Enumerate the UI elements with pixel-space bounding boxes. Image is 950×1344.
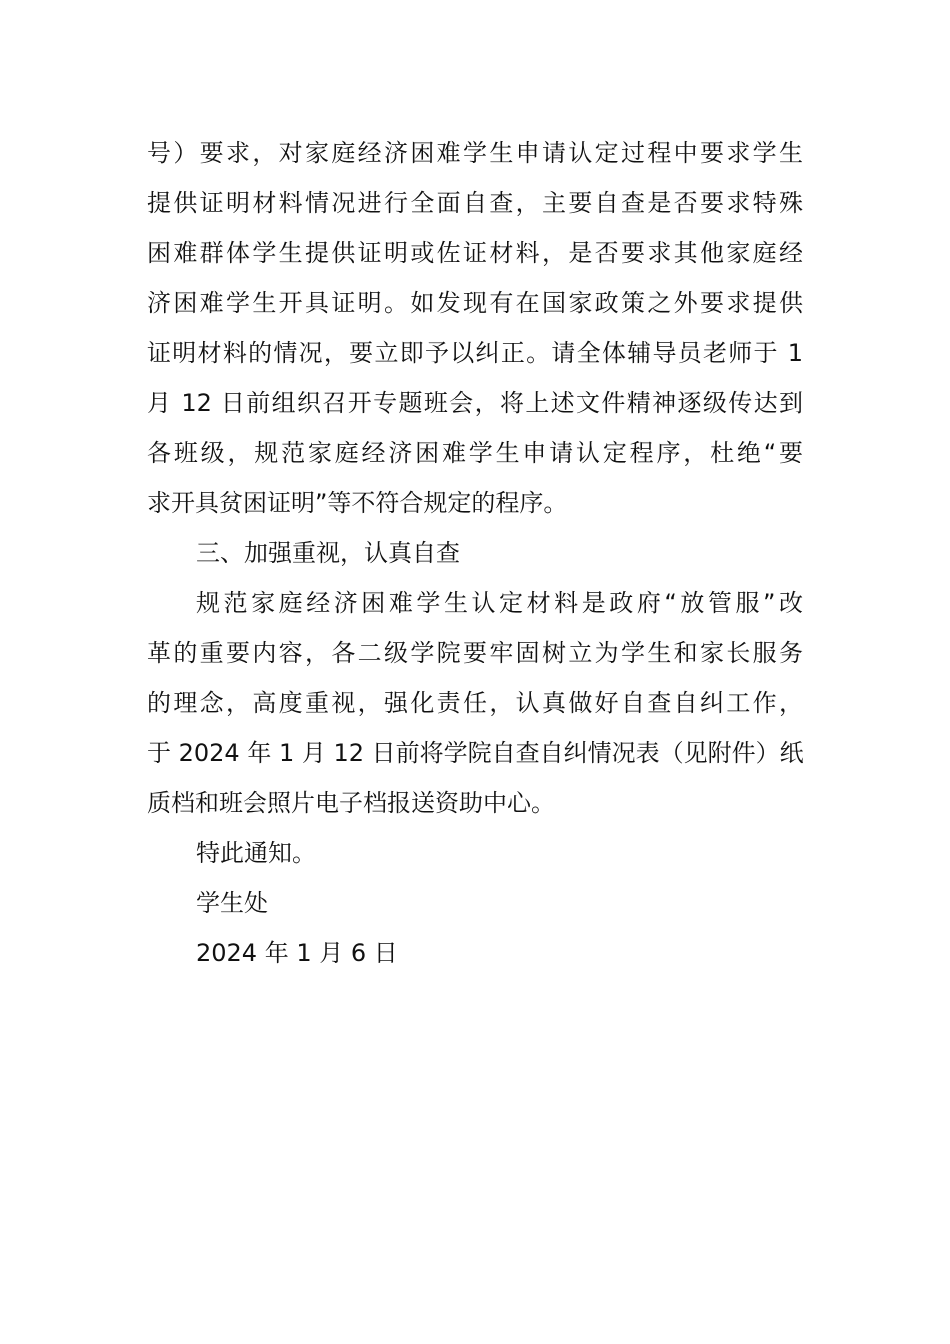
paragraph-line: 各班级，规范家庭经济困难学生申请认定程序，杜绝“要: [147, 439, 803, 467]
paragraph-line: 质档和班会照片电子档报送资助中心。: [147, 789, 555, 817]
closing-text: 特此通知。: [196, 839, 316, 867]
paragraph-line: 号）要求，对家庭经济困难学生申请认定过程中要求学生: [147, 139, 803, 167]
paragraph-line: 月 12 日前组织召开专题班会，将上述文件精神逐级传达到: [147, 389, 803, 417]
paragraph-line: 规范家庭经济困难学生认定材料是政府“放管服”改: [196, 589, 803, 617]
paragraph-line: 的理念，高度重视，强化责任，认真做好自查自纠工作，: [147, 689, 803, 717]
paragraph-line: 困难群体学生提供证明或佐证材料，是否要求其他家庭经: [147, 239, 803, 267]
paragraph-line: 济困难学生开具证明。如发现有在国家政策之外要求提供: [147, 289, 803, 317]
section-heading: 三、加强重视，认真自查: [196, 539, 460, 567]
paragraph-line: 于 2024 年 1 月 12 日前将学院自查自纠情况表（见附件）纸: [147, 739, 804, 767]
paragraph-line: 证明材料的情况，要立即予以纠正。请全体辅导员老师于 1: [147, 339, 803, 367]
paragraph-line: 革的重要内容，各二级学院要牢固树立为学生和家长服务: [147, 639, 803, 667]
paragraph-line: 求开具贫困证明”等不符合规定的程序。: [147, 489, 568, 517]
issue-date: 2024 年 1 月 6 日: [196, 939, 398, 967]
signature-issuer: 学生处: [196, 889, 268, 917]
paragraph-line: 提供证明材料情况进行全面自查，主要自查是否要求特殊: [147, 189, 803, 217]
